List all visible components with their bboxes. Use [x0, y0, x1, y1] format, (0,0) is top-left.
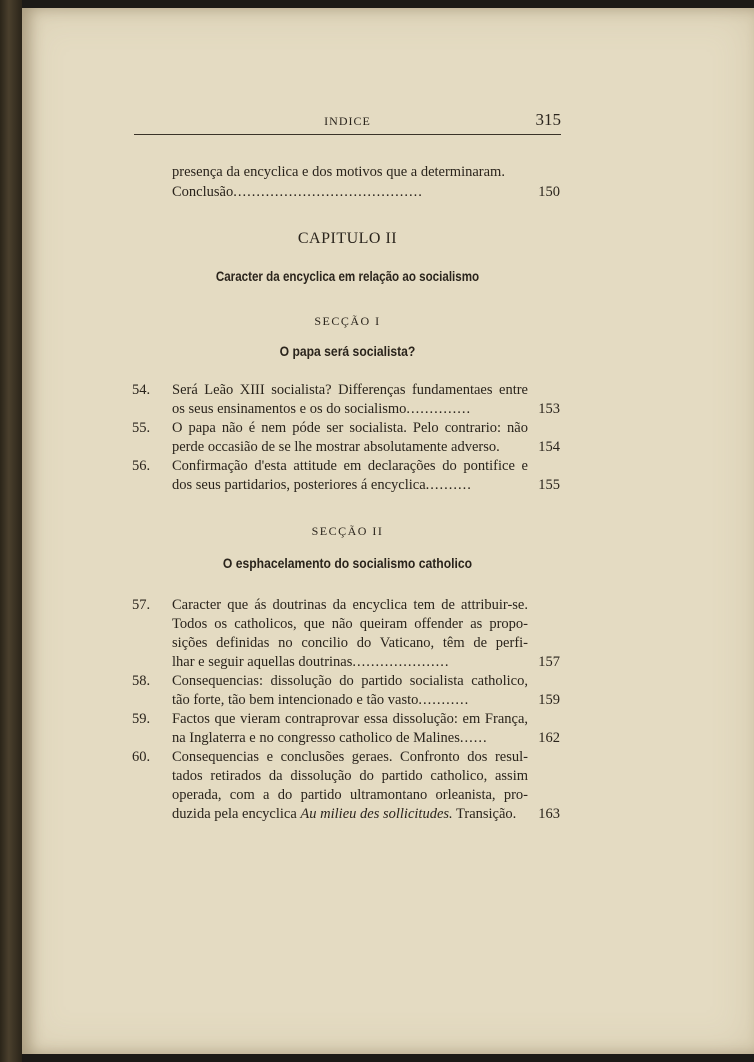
- intro-line-2: [172, 184, 528, 201]
- section-1-title: O papa será socialista?: [279, 344, 416, 359]
- entry-line-text: lhar e seguir aquellas doutrinas: [172, 654, 353, 670]
- chapter-subtitle: Caracter da encyclica em relação ao socialismo: [215, 269, 480, 284]
- intro-conclusion-label: Conclusão: [172, 184, 234, 200]
- entry-number: 57.: [132, 597, 151, 613]
- dot-leader: .....................: [352, 654, 450, 670]
- dot-leader: ..........: [425, 477, 472, 493]
- dot-leader: .........................................: [233, 184, 423, 200]
- entry-line-text: duzida pela encyclica: [172, 806, 297, 822]
- entry-line: [172, 730, 528, 747]
- entry-line: perde occasião de se lhe mostrar absolutamente adverso.: [172, 439, 500, 455]
- entry-line: Caracter que ás doutrinas da encyclica tem de attribuir-se.: [172, 597, 528, 613]
- entry-line-text: tão forte, tão bem intencionado e tão vasto: [172, 692, 419, 708]
- section-1-label: SECÇÃO I: [314, 314, 381, 328]
- book-binding-edge: [0, 0, 22, 1062]
- entry-line: Confirmação d'esta attitude em declarações do pontifice e: [172, 458, 528, 474]
- intro-page-ref: 150: [538, 184, 560, 200]
- entry-line: [172, 654, 528, 671]
- entry-number: 54.: [132, 382, 151, 398]
- entry-number: 56.: [132, 458, 151, 474]
- page-number: 315: [535, 110, 561, 129]
- chapter-title: CAPITULO II: [297, 230, 398, 247]
- entry-line: sições definidas no concilio do Vaticano, têm de perfi-: [172, 635, 528, 651]
- entry-page-ref: 163: [538, 806, 560, 822]
- entry-line: [172, 401, 528, 418]
- entry-line: tados retirados da dissolução do partido catholico, assim: [172, 768, 528, 784]
- entry-line: Todos os catholicos, que não queiram offender as propo-: [172, 616, 528, 632]
- intro-line-1: presença da encyclica e dos motivos que a determinaram.: [172, 164, 505, 180]
- entry-line-text: dos seus partidarios, posteriores á encyclica: [172, 477, 426, 493]
- entry-line-text: os seus ensinamentos e os do socialismo: [172, 401, 407, 417]
- entry-line: Consequencias e conclusões geraes. Confronto dos resul-: [172, 749, 528, 765]
- entry-line: [172, 477, 528, 494]
- entry-line-text: na Inglaterra e no congresso catholico de Malines: [172, 730, 460, 746]
- entry-line-tail: Transição.: [452, 806, 517, 822]
- dot-leader: ...........: [418, 692, 470, 708]
- entry-line: Factos que vieram contraprovar essa dissolução: em França,: [172, 711, 528, 727]
- entry-page-ref: 153: [538, 401, 560, 417]
- italic-title: Au milieu des sollicitudes.: [300, 806, 453, 822]
- entry-line: Consequencias: dissolução do partido socialista catholico,: [172, 673, 528, 689]
- entry-page-ref: 155: [538, 477, 560, 493]
- section-2-label: SECÇÃO II: [311, 524, 384, 538]
- entry-page-ref: 157: [538, 654, 560, 670]
- entry-line: [172, 806, 528, 823]
- section-2-title: O esphacelamento do socialismo catholico: [222, 556, 473, 571]
- dot-leader: ..............: [406, 401, 472, 417]
- entry-number: 60.: [132, 749, 151, 765]
- entry-line: operada, com a do partido ultramontano orleanista, pro-: [172, 787, 528, 803]
- dot-leader: ......: [459, 730, 488, 746]
- entry-number: 59.: [132, 711, 151, 727]
- entry-page-ref: 159: [538, 692, 560, 708]
- entry-line: [172, 692, 528, 709]
- entry-number: 55.: [132, 420, 151, 436]
- header-title: INDICE: [324, 114, 371, 128]
- entry-number: 58.: [132, 673, 151, 689]
- entry-page-ref: 154: [538, 439, 560, 455]
- running-header: [134, 110, 561, 135]
- entry-line: Será Leão XIII socialista? Differenças fundamentaes entre: [172, 382, 528, 398]
- entry-page-ref: 162: [538, 730, 560, 746]
- entry-line: O papa não é nem póde ser socialista. Pelo contrario: não: [172, 420, 528, 436]
